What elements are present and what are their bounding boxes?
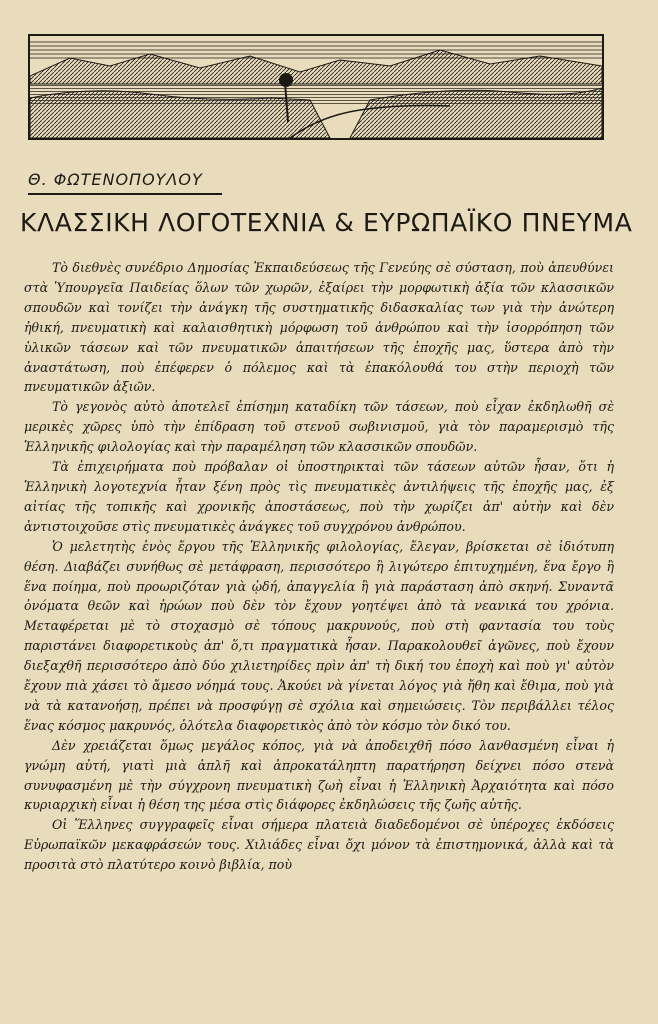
- header-banner-image: [28, 34, 604, 140]
- paragraph: Τὸ γεγονὸς αὐτὸ ἀποτελεῖ ἐπίσημη καταδίκη τῶν τάσεων, ποὺ εἶχαν ἐκδηλωθῆ σὲ μερικὲς χῶρες ὑπὸ τὴν ἐπίδραση τοῦ στενοῦ σωβινισμοῦ, γιὰ τὸν παραμερισμὸ τῆς Ἑλληνικῆς φιλολογίας καὶ τὴν παραμέληση τῶν κλασσικῶν σπουδῶν.: [24, 399, 614, 455]
- author-name: Θ. ΦΩΤΕΝΟΠΟΥΛΟΥ: [28, 170, 203, 189]
- author-underline: [28, 193, 222, 195]
- paragraph: Τὸ διεθνὲς συνέδριο Δημοσίας Ἐκπαιδεύσεως τῆς Γενεύης σὲ σύσταση, ποὺ ἀπευθύνει στὰ Ὑπουργεῖα Παιδείας ὅλων τῶν χωρῶν, ἐξαίρει τὴν μορφωτικὴ ἀξία τῶν κλασσικῶν σπουδῶν καὶ τονίζει τὴν ἀνάγκη τῆς συστηματικῆς διδασκαλίας των γιὰ τὴν ἀνώτερη ἠθική, πνευματικὴ καὶ καλαισθητικὴ μόρφωση τοῦ ἀνθρώπου καὶ τὴν ἰσορρόπηση τῶν ὑλικῶν τάσεων καὶ τῶν πνευματικῶν ἀπαιτήσεων τῆς ἐποχῆς μας, ὕστερα ἀπὸ τὴν ἀναστάτωση, ποὺ ἐπέφερεν ὁ πόλεμος καὶ τὰ ἐπακόλουθά του στὴν περιοχὴ τῶν πνευματικῶν ἀξιῶν.: [24, 260, 614, 395]
- paragraph: Ὁ μελετητὴς ἑνὸς ἔργου τῆς Ἑλληνικῆς φιλολογίας, ἔλεγαν, βρίσκεται σὲ ἰδιότυπη θέση. Διαβάζει συνήθως σὲ μετάφραση, περισσότερο ἢ λιγώτερο ἐπιτυχημένη, ἕνα ἔργο ἢ ἕνα ποίημα, ποὺ προωριζόταν γιὰ ᾠδή, ἀπαγγελία ἢ γιὰ παράσταση ἀπὸ σκηνή. Συναντᾶ ὀνόματα θεῶν καὶ ἡρώων ποὺ δὲν τὸν ἔχουν γοητέψει ἀπὸ τὰ νεανικά του χρόνια. Μεταφέρεται μὲ τὸ στοχασμὸ σὲ τόπους μακρυνούς, ποὺ στὴ φαντασία του τοὺς παριστάνει διαφορετικοὺς ἀπ' ὅ,τι πραγματικὰ ἦσαν. Παρακολουθεῖ ἀγῶνες, ποὺ ἔχουν διεξαχθῆ περισσότερο ἀπὸ δύο χιλιετηρίδες πρὶν ἀπ' τὴ δική του ἐποχὴ καὶ ποὺ γι' αὐτὸν ἔχουν πιὰ χάσει τὸ ἄμεσο νόημά τους. Ἀκούει νὰ γίνεται λόγος γιὰ ἤθη καὶ ἔθιμα, ποὺ γιὰ νὰ τὰ κατανοήσῃ, πρέπει νὰ προσφύγῃ σὲ σχόλια καὶ σημειώσεις. Τὸν περιβάλλει τέλος ἕνας κόσμος μακρυνός, ὁλότελα διαφορετικὸς ἀπὸ τὸν κόσμο τὸν δικό του.: [24, 538, 614, 733]
- landscape-illustration: [30, 36, 602, 138]
- article-title: ΚΛΑΣΣΙΚΗ ΛΟΓΟΤΕΧΝΙΑ & ΕΥΡΩΠΑΪΚΟ ΠΝΕΥΜΑ: [20, 208, 633, 237]
- article-body: [24, 258, 614, 875]
- paragraph: Οἱ Ἕλληνες συγγραφεῖς εἶναι σήμερα πλατειὰ διαδεδομένοι σὲ ὑπέροχες ἐκδόσεις Εὐρωπαϊκῶν μεκαφράσεών τους. Χιλιάδες εἶναι ὄχι μόνον τὰ ἐπιστημονικά, ἀλλὰ καὶ τὰ προσιτὰ στὸ πλατύτερο κοινὸ βιβλία, ποὺ: [24, 817, 614, 873]
- paragraph: Τὰ ἐπιχειρήματα ποὺ πρόβαλαν οἱ ὑποστηρικταὶ τῶν τάσεων αὐτῶν ἦσαν, ὅτι ἡ Ἑλληνικὴ λογοτεχνία ἦταν ξένη πρὸς τὶς πνευματικὲς ἀντιλήψεις τῆς ἐποχῆς μας, ἐξ αἰτίας τῆς τοπικῆς καὶ χρονικῆς ἀποστάσεως, ποὺ τὴν χωρίζει ἀπ' αὐτὴν καὶ δὲν ἀντιστοιχοῦσε στὶς πνευματικὲς ἀνάγκες τοῦ συγχρόνου ἀνθρώπου.: [24, 459, 614, 534]
- paragraph: Δὲν χρειάζεται ὅμως μεγάλος κόπος, γιὰ νὰ ἀποδειχθῆ πόσο λανθασμένη εἶναι ἡ γνώμη αὐτή, γιατὶ μιὰ ἁπλῆ καὶ ἀπροκατάληπτη παρατήρηση δείχνει πόσο στενὰ συνυφασμένη μὲ τὴν σύγχρονη πνευματικὴ ζωὴ εἶναι ἡ Ἑλληνικὴ Ἀρχαιότητα καὶ πόσο κυριαρχικὴ εἶναι ἡ θέση της μέσα στὶς διάφορες ἐκδηλώσεις τῆς ζωῆς αὐτῆς.: [24, 737, 614, 813]
